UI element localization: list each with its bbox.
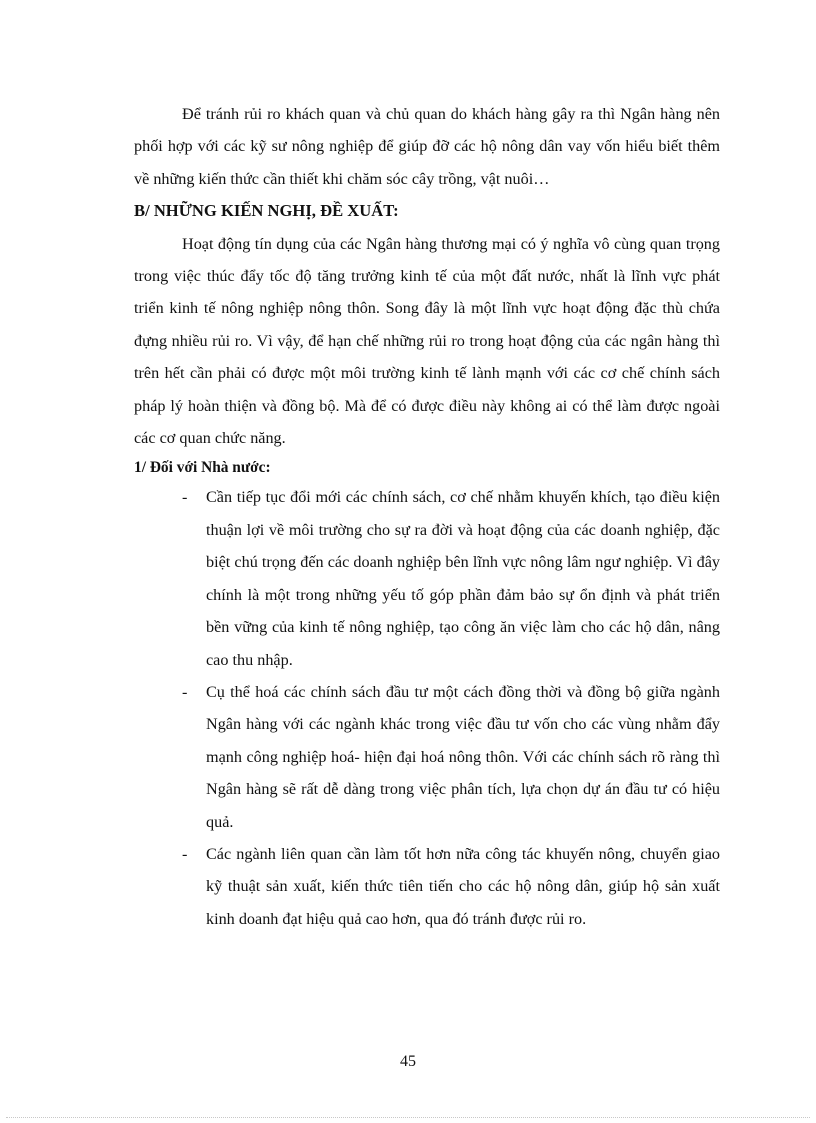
subsection-heading: 1/ Đối với Nhà nước: xyxy=(134,459,271,477)
bullet-dash: - xyxy=(182,682,188,701)
page-number: 45 xyxy=(400,1053,416,1070)
list-item-text: Các ngành liên quan cần làm tốt hơn nữa công tác khuyến nông, chuyển giao kỹ thuật sản xuất, kiến thức tiên tiến cho các hộ nông dân, giúp hộ sản xuất kinh doanh đạt hiệu quả cao hơn, qua đó tránh được rủi ro. xyxy=(206,844,720,928)
list-item xyxy=(134,838,720,935)
bullet-dash: - xyxy=(182,488,188,507)
list-item xyxy=(134,676,720,838)
list-item xyxy=(134,481,720,675)
section-paragraph: Hoạt động tín dụng của các Ngân hàng thương mại có ý nghĩa vô cùng quan trọng trong việc thúc đẩy tốc độ tăng trưởng kinh tế của một đất nước, nhất là lĩnh vực phát triển kinh tế nông nghiệp nông thôn. Song đây là một lĩnh vực hoạt động đặc thù chứa đựng nhiều rủi ro. Vì vậy, để hạn chế những rủi ro trong hoạt động của các ngân hàng thì trên hết cần phải có được một môi trường kinh tế lành mạnh với các cơ chế chính sách pháp lý hoàn thiện và đồng bộ. Mà để có được điều này không ai có thể làm được ngoài các cơ quan chức năng. xyxy=(134,234,720,448)
recommendation-list xyxy=(134,481,720,935)
list-item-text: Cần tiếp tục đổi mới các chính sách, cơ chế nhằm khuyến khích, tạo điều kiện thuận lợi về môi trường cho sự ra đời và hoạt động của các doanh nghiệp, đặc biệt chú trọng đến các doanh nghiệp bên lĩnh vực nông lâm ngư nghiệp. Vì đây chính là một trong những yếu tố góp phần đảm bảo sự ổn định và phát triển bền vững của kinh tế nông nghiệp, tạo công ăn việc làm cho các hộ dân, nâng cao thu nhập. xyxy=(206,488,720,669)
document-body xyxy=(134,98,720,935)
list-item-text: Cụ thể hoá các chính sách đầu tư một cách đồng thời và đồng bộ giữa ngành Ngân hàng với các ngành khác trong việc đầu tư vốn cho các vùng nhằm đẩy mạnh công nghiệp hoá- hiện đại hoá nông thôn. Với các chính sách rõ ràng thì Ngân hàng sẽ rất dễ dàng trong việc phân tích, lựa chọn dự án đầu tư có hiệu quả. xyxy=(206,682,720,831)
intro-paragraph: Để tránh rủi ro khách quan và chủ quan do khách hàng gây ra thì Ngân hàng nên phối hợp với các kỹ sư nông nghiệp để giúp đỡ các hộ nông dân vay vốn hiểu biết thêm về những kiến thức cần thiết khi chăm sóc cây trồng, vật nuôi… xyxy=(134,105,720,188)
section-heading: B/ NHỮNG KIẾN NGHỊ, ĐỀ XUẤT: xyxy=(134,201,399,221)
bullet-dash: - xyxy=(182,844,188,863)
page-bottom-divider xyxy=(6,1117,810,1118)
